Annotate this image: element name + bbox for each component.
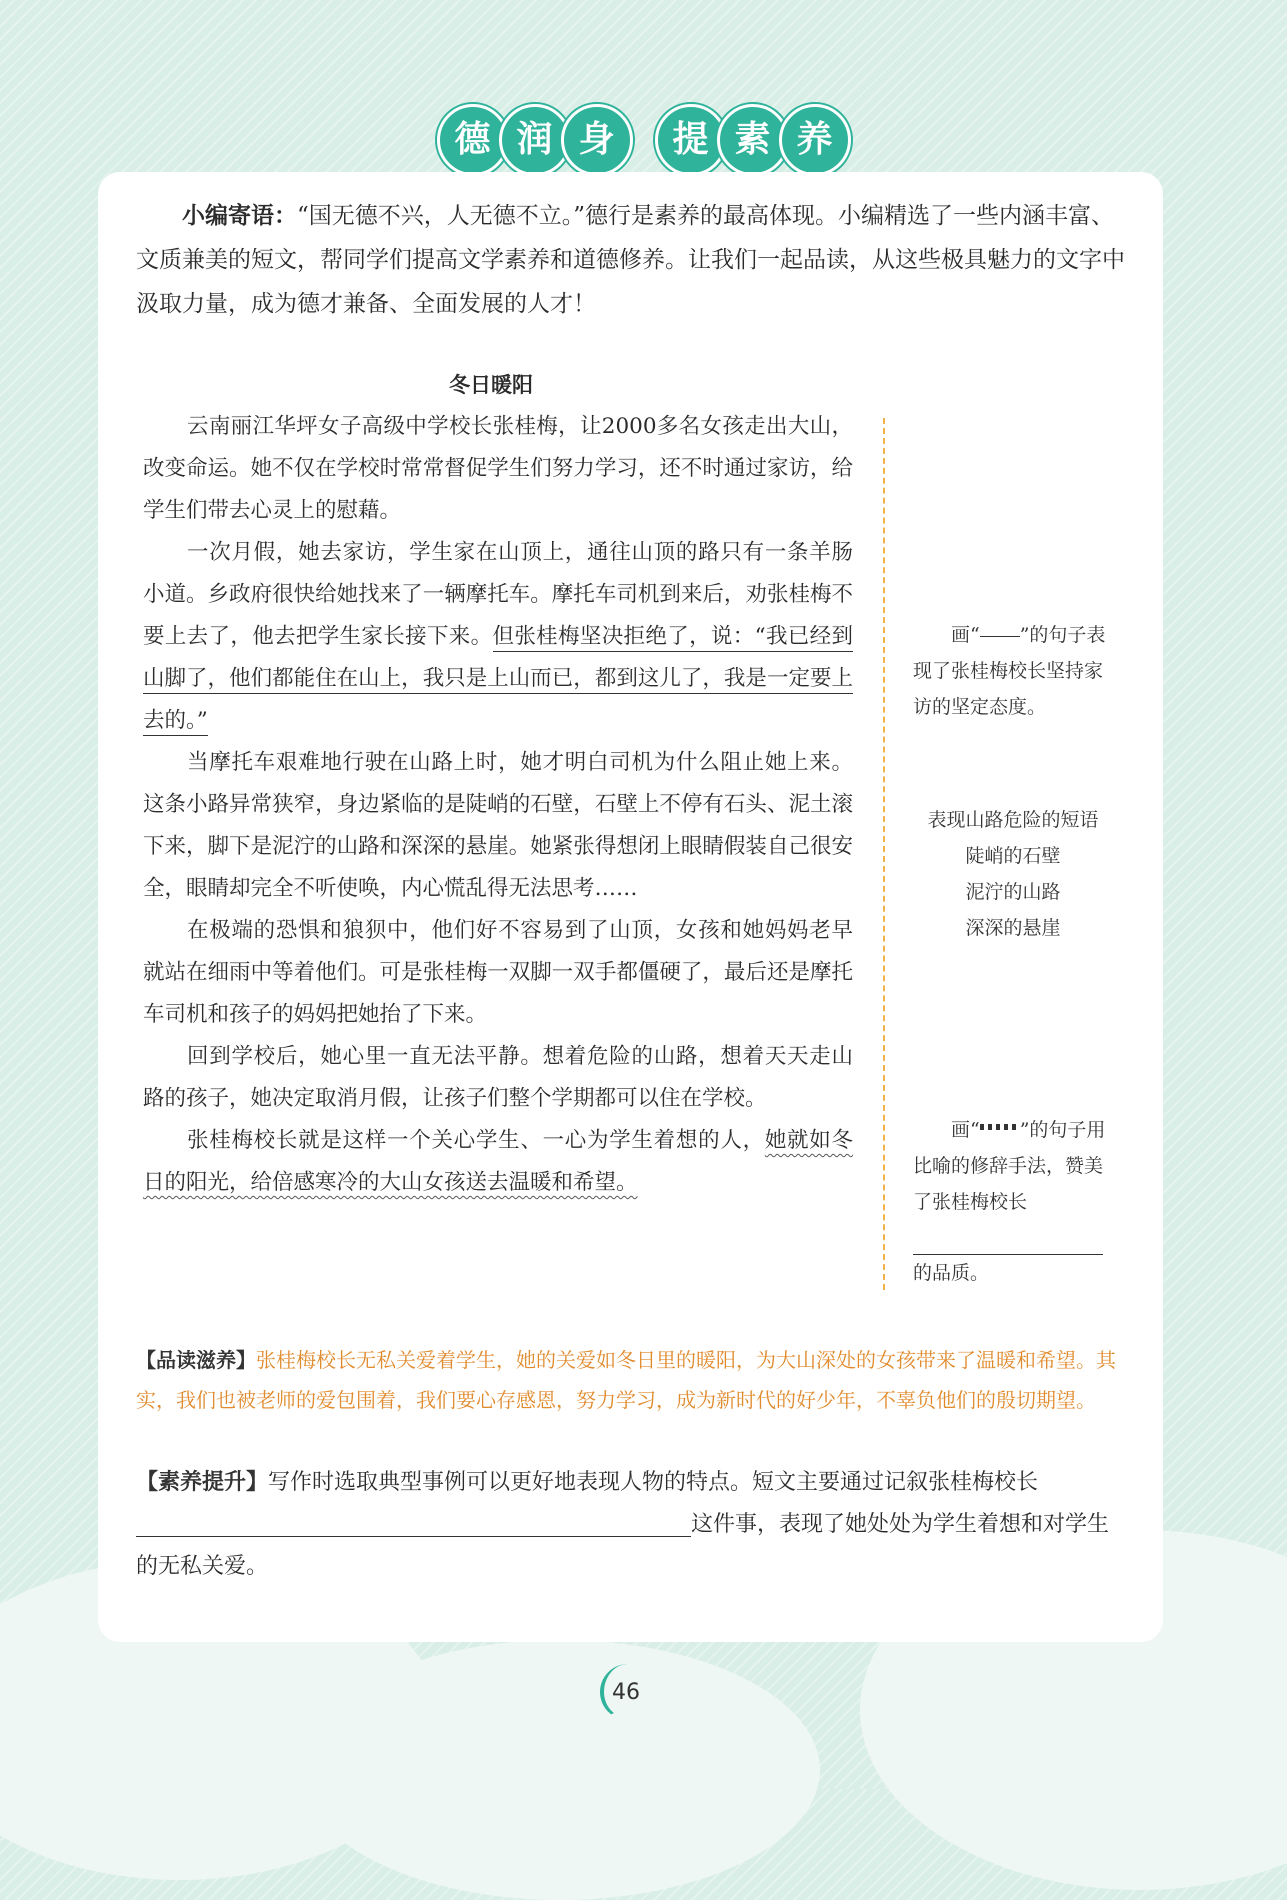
background-cloud — [300, 1640, 820, 1900]
article-text: 张桂梅校长就是这样一个关心学生、一心为学生着想的人， — [187, 1128, 765, 1153]
page-number: 46 — [612, 1680, 640, 1705]
title-group-1 — [437, 104, 633, 176]
note-text: ”的句子用比喻的修辞手法，赞美了张桂梅校长 — [913, 1119, 1106, 1213]
article-paragraph: 在极端的恐惧和狼狈中，他们好不容易到了山顶，女孩和她妈妈老早就站在细雨中等着他们。可是张桂梅一双脚一双手都僵硬了，最后还是摩托车司机和孩子的妈妈把她抬了下来。 — [143, 918, 853, 1027]
title-char: 德 — [437, 104, 509, 176]
side-note-3 — [913, 1112, 1113, 1291]
title-char: 素 — [717, 104, 789, 176]
article-title: 冬日暖阳 — [449, 373, 533, 397]
article-body — [143, 406, 853, 1204]
side-note-1 — [913, 617, 1113, 725]
literacy-improvement-tag: 【素养提升】 — [136, 1470, 269, 1495]
margin-divider — [883, 418, 885, 1290]
note-text: 画“ — [951, 624, 980, 646]
note-item: 深深的悬崖 — [965, 917, 1061, 939]
title-char: 养 — [779, 104, 851, 176]
straight-line-mark — [980, 635, 1020, 637]
title-char: 提 — [655, 104, 727, 176]
title-char: 润 — [499, 104, 571, 176]
editor-note-lead: 小编寄语： — [182, 203, 297, 229]
note-title: 表现山路危险的短语 — [927, 809, 1099, 831]
side-note-2 — [913, 802, 1113, 946]
literacy-improvement — [136, 1462, 1121, 1588]
article-paragraph — [143, 1120, 853, 1204]
answer-blank[interactable] — [136, 1508, 691, 1537]
title-group-2 — [655, 104, 851, 176]
note-item: 泥泞的山路 — [965, 881, 1061, 903]
editor-note-text: “国无德不兴，人无德不立。”德行是素养的最高体现。小编精选了一些内涵丰富、文质兼美的短文，帮同学们提高文学素养和道德修养。让我们一起品读，从这些极具魅力的文字中汲取力量，成为德才兼备、全面发展的人才！ — [136, 203, 1125, 317]
note-text: 画“ — [951, 1119, 980, 1141]
article-text: 一次月假，她去家访，学生家在山顶上，通往山顶的路只有一条羊肠小道。乡政府很快给她找来了一辆摩托车。摩托车司机到来后，劝张桂梅不要上去了，他去把学生家长接下来。 — [143, 540, 853, 649]
article-paragraph: 当摩托车艰难地行驶在山路上时，她才明白司机为什么阻止她上来。这条小路异常狭窄，身边紧临的是陡峭的石壁，石壁上不停有石头、泥土滚下来，脚下是泥泞的山路和深深的悬崖。她紧张得想闭上眼睛假装自己很安全，眼睛却完全不听使唤，内心慌乱得无法思考…… — [143, 750, 853, 901]
title-char: 身 — [561, 104, 633, 176]
note-text: ”的句子表现了张桂梅校长坚持家访的坚定态度。 — [913, 624, 1106, 718]
article-paragraph — [143, 532, 853, 742]
article-paragraph: 云南丽江华坪女子高级中学校长张桂梅，让2000多名女孩走出大山，改变命运。她不仅在学校时常常督促学生们努力学习，还不时通过家访，给学生们带去心灵上的慰藉。 — [143, 414, 853, 523]
editor-note — [136, 194, 1125, 326]
literacy-improvement-text: 写作时选取典型事例可以更好地表现人物的特点。短文主要通过记叙张桂梅校长 — [268, 1470, 1039, 1495]
answer-blank[interactable] — [913, 1220, 1103, 1255]
note-text: 的品质。 — [913, 1262, 990, 1284]
underlined-sentence: 但张桂梅坚决拒绝了，说：“我已经到山脚了，他们都能住在山上，我只是上山而已，都到这儿了，我是一定要上去的。” — [143, 624, 853, 736]
wavy-line-mark — [980, 1124, 1020, 1130]
article-paragraph: 回到学校后，她心里一直无法平静。想着危险的山路，想着天天走山路的孩子，她决定取消月假，让孩子们整个学期都可以住在学校。 — [143, 1044, 853, 1111]
reading-nourishment-text: 张桂梅校长无私关爱着学生，她的关爱如冬日里的暖阳，为大山深处的女孩带来了温暖和希望。其实，我们也被老师的爱包围着，我们要心存感恩，努力学习，成为新时代的好少年，不辜负他们的殷切期望。 — [136, 1348, 1116, 1412]
note-item: 陡峭的石壁 — [965, 845, 1061, 867]
reading-nourishment — [136, 1340, 1121, 1420]
reading-nourishment-tag: 【品读滋养】 — [136, 1348, 256, 1372]
literacy-improvement-text: 这件事，表现了她处处为学生着想和对学生的无私关爱。 — [136, 1512, 1110, 1579]
section-title — [0, 104, 1287, 176]
content-card — [98, 172, 1163, 1642]
wavy-underlined-sentence: 她就如冬日的阳光，给倍感寒冷的大山女孩送去温暖和希望。 — [143, 1128, 853, 1195]
